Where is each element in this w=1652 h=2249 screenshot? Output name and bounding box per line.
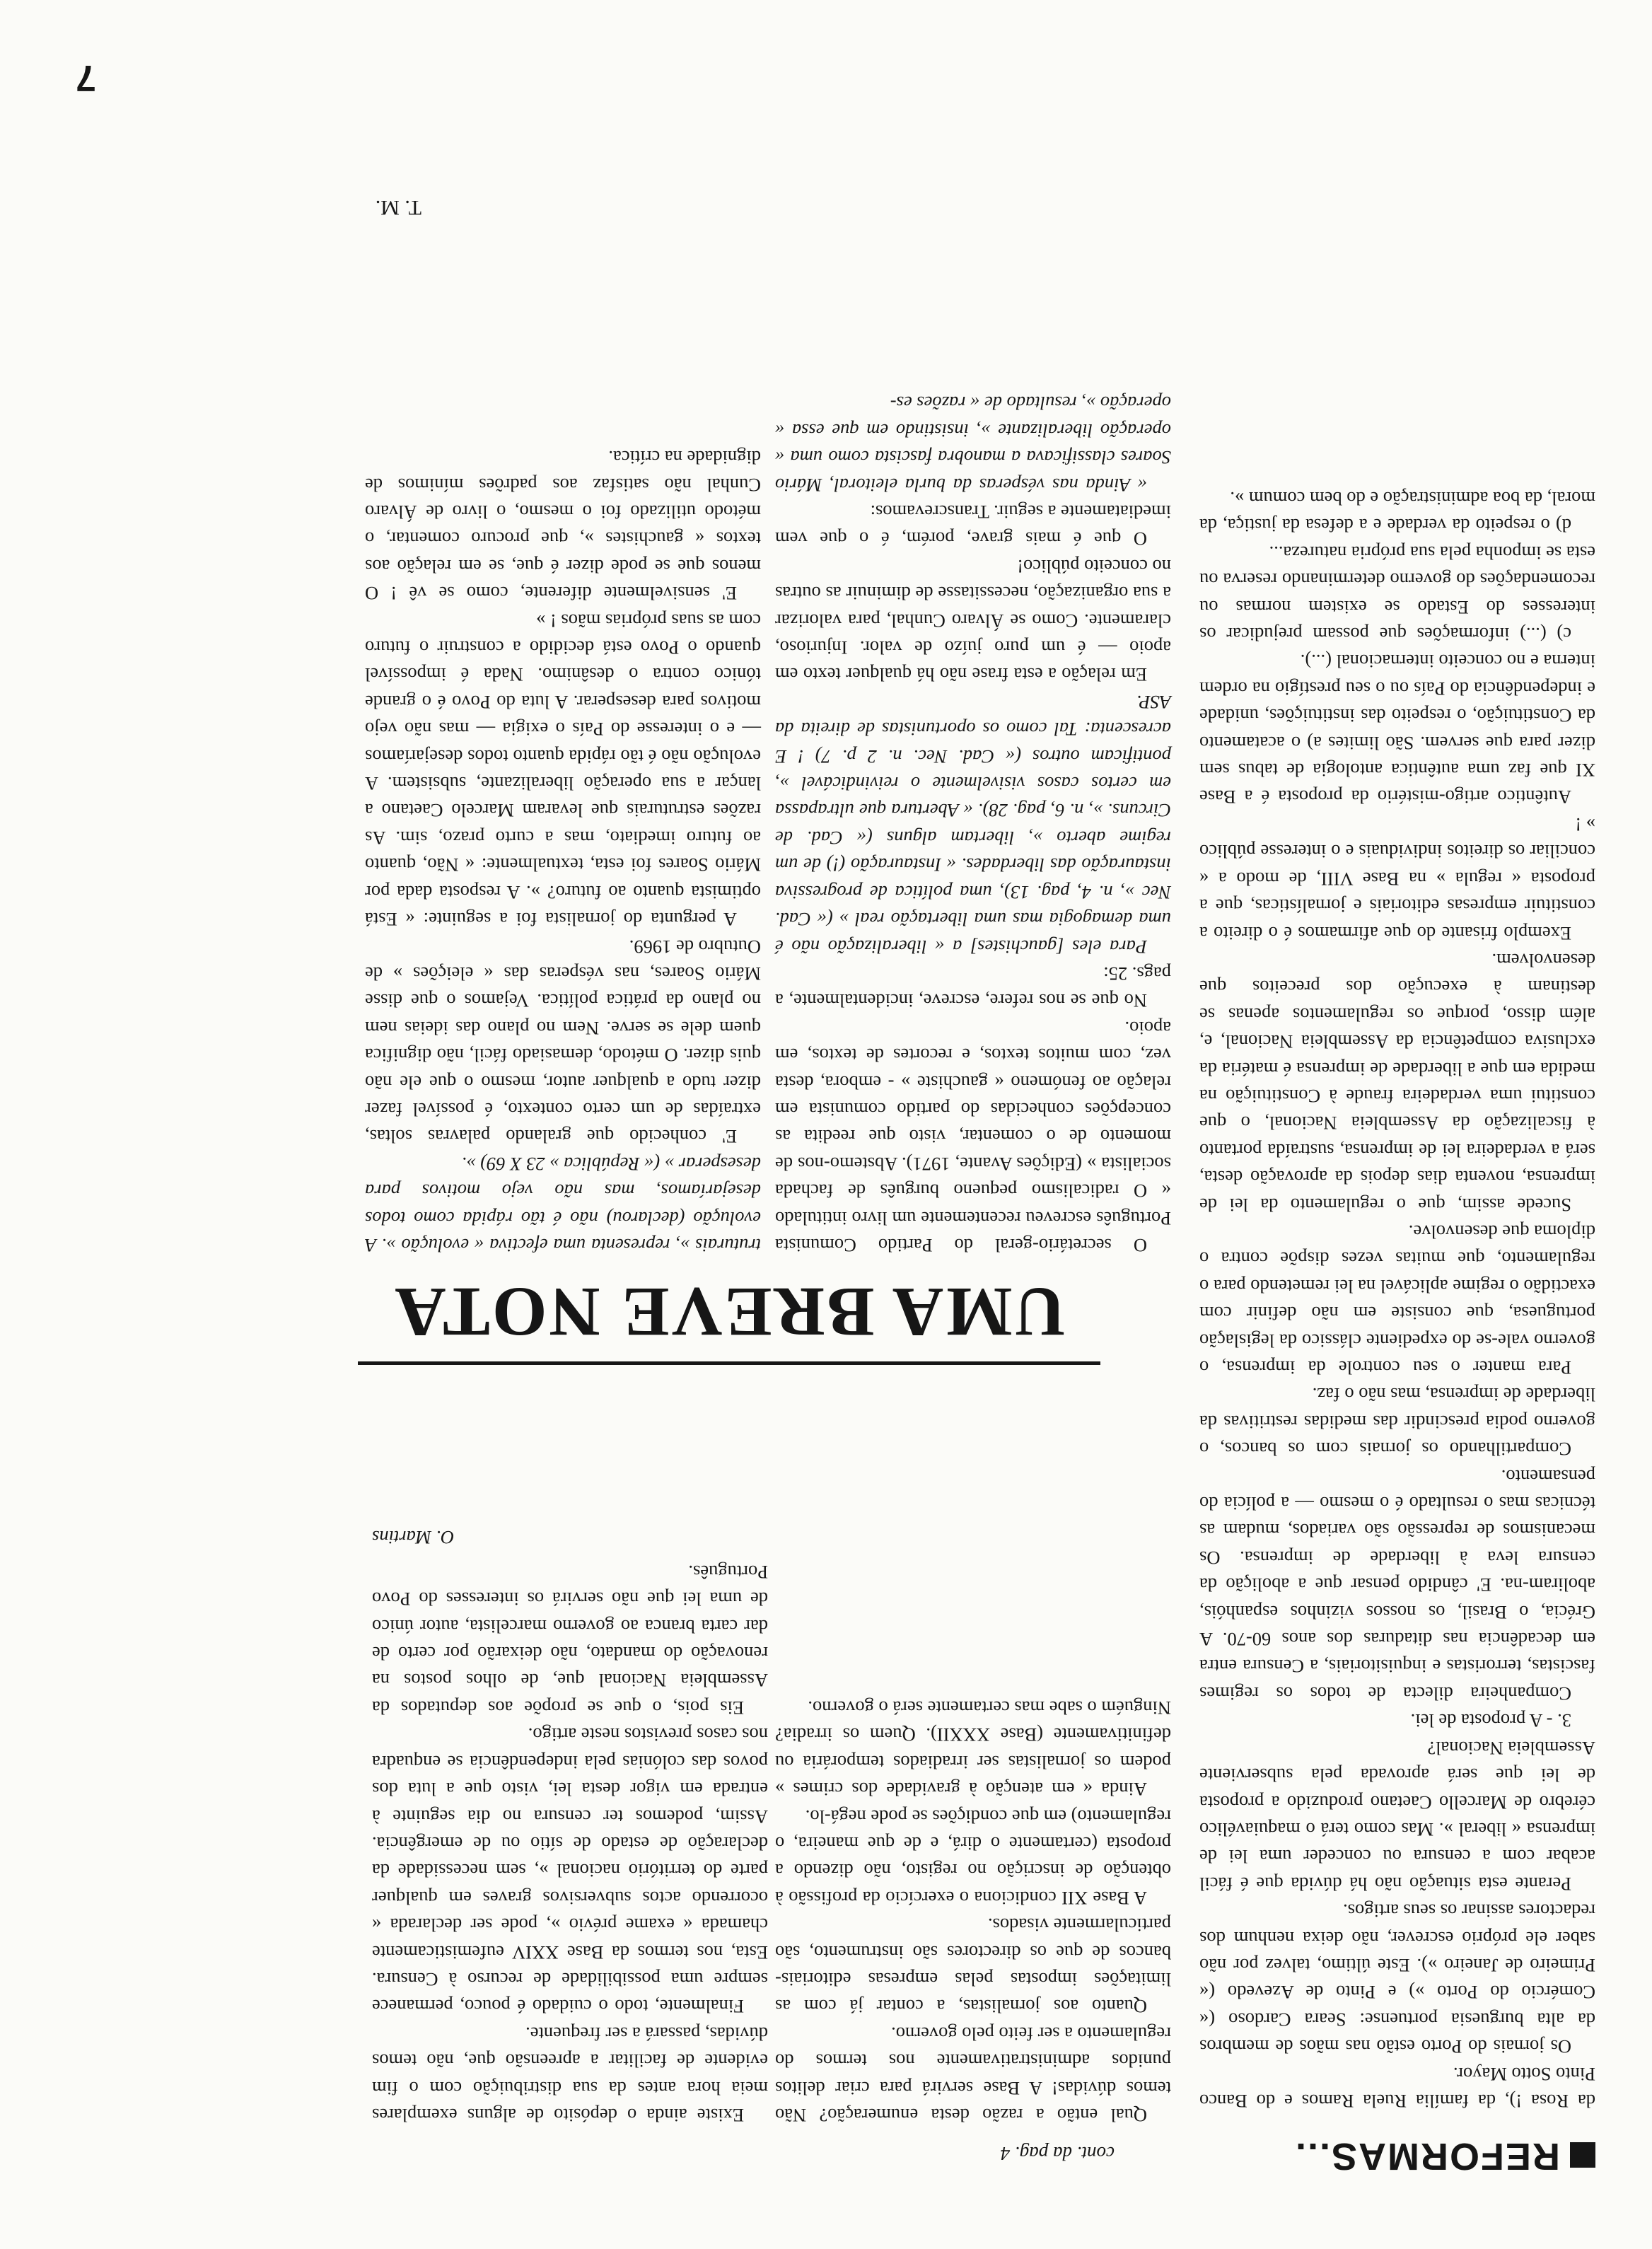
paragraph: da Rosa !), da família Ruela Ramos e do Banco Pinto Sotto Mayor. [1199, 2063, 1595, 2112]
signature-o-martins: O. Martins [372, 1527, 455, 1549]
reformas-column-1 [1199, 485, 1595, 2115]
paragraph: Compartilhando os jornais com os bancos, o governo podia prescindir das medidas restritivas da liberdade de imprensa, mas não o faz. [1199, 1384, 1595, 1460]
banner-title: REFORMAS... [1293, 2135, 1560, 2178]
quotation: Para eles [gauchistes] a « liberalização não é uma demagogia mas uma libertação real » (« Cad. Nec », n. 4, pag. 13), uma política de progressiva instauração das liberdades. « Instauração (!) de um regime aberto », libertam alguns (« Cad. de Circuns. », n. 6, pag. 28). « Abertura que ultrapassa em certos casos visivelmente o reivindicável », pontificam outros (« Cad. Nec. n. 2 p. 7) ! E acrescenta: Tal como os oportunistas de direita da ASP. [775, 691, 1171, 958]
nota-column-2 [365, 444, 761, 1259]
reformas-column-2 [775, 1695, 1171, 2129]
section-heading: 3. - A proposta de lei. [1410, 1710, 1571, 1732]
paragraph: Exemplo frisante do que afirmamos é o direito a constituir empresas editoriais e jornalísticas, que a proposta « regula » na Base VIII, de modo a « conciliar os direitos individuais e o interesse público » ! [1199, 813, 1595, 944]
paragraph: Autêntico artigo-mistério da proposta é a Base XI que faz uma autêntica antologia de tabus sem dizer para que servem. São limites a) o acatamento da Constituição, o respeito das instituições, unidade e independência do País ou o seu prestígio na ordem interna e no conceito internacional (...). [1199, 651, 1595, 808]
paragraph: Em relação a esta frase não há qualquer texto em apoio — é um puro juízo de valor. Injurioso, claramente. Como se Álvaro Cunhal, para valorizar a sua organização, necessitasse de diminuir as outras no conceito público! [775, 555, 1171, 686]
headline-rule [358, 1361, 1100, 1365]
paragraph: Perante esta situação não há dúvida que é fácil acabar com a censura ou conceder uma lei de imprensa « liberal ». Mas como terá o maquiavélico cérebro de Marcello Caetano produzido a proposta de lei que será aprovada pela subserviente Assembleia Nacional? [1199, 1737, 1595, 1895]
paragraph: Ainda « em atenção à gravidade dos crimes » podem os jornalistas ser irradiados temporária ou definitivamente (Base XXXII). Quem os irradia? Ninguém o sabe mas certamente será o governo. [775, 1697, 1171, 1801]
paragraph: Eis pois, o que se propõe aos deputados da Assembleia Nacional que, de olhos postos na renovação do mandato, não deixarão por certo de dar carta branca ao governo marcelista, autor único de uma lei que não servirá os interesses do Povo Português. [372, 1561, 768, 1719]
paragraph: Existe ainda o depósito de alguns exemplares meia hora antes da sua distribuição com o fim evidente de facilitar a apreensão que, não temos dúvidas, passará a ser frequente. [372, 2023, 768, 2126]
paragraph: Qual então a razão desta enumeração? Não temos dúvidas! A Base servirá para criar delitos punidos administrativamente nos termos do regulamento a ser feito pelo governo. [775, 2023, 1171, 2126]
paragraph: d) o respeito da verdade e a defesa da justiça, da moral, da boa administração e do bem comum ». [1199, 488, 1595, 537]
paragraph: E' conhecido que gralando palavras soltas, extraídas de um certo contexto, é possível fazer dizer tudo a qualquer autor, mesmo o que ele não quis dizer. O método, demasiado fácil, não dignifica quem dele se serve. Nem no plano das ideias nem no plano da prática política. Vejamos o que disse Mário Soares, nas vésperas das « eleições » de Outubro de 1969. [365, 936, 761, 1148]
paragraph: Finalmente, todo o cuidado é pouco, permanece sempre uma possibilidade de recurso à Censura. Esta, nos termos da Base XXIV eufemisticamente chamada « exame prévio », pode ser declarada « ocorrendo actos subversivos graves em qualquer parte do território nacional », sem necessidade da declaração de estado de sítio ou de emergência. Assim, podemos ter censura no dia seguinte à entrada em vigor desta lei, visto que a luta dos povos das colónias pela independência se enquadra nos casos previstos neste artigo. [372, 1724, 768, 2018]
quotation: « Ainda nas vésperas da burla eleitoral, Mário Soares classificava a manobra fascista como uma « operação liberalizante », insistindo em que essa « operação », resultado de « razões es- [775, 393, 1171, 496]
quotation: truturais », representa uma efectiva « evolução ». A evolução (declarou) não é tão rápida como todos desejaríamos, mas não vejo motivos para desesperar » (« República » 23 X 69) ». [365, 1153, 761, 1256]
continuation-note: cont. da pag. 4 [1000, 2143, 1115, 2164]
paragraph: c) (...) informações que possam prejudicar os interesses do Estado se existem normas ou recomendações do governo determinando reserva ou esta se imponha pela sua própria natureza... [1199, 542, 1595, 646]
signature-tm: T. M. [375, 196, 421, 219]
square-bullet-icon [1570, 2142, 1595, 2168]
paragraph: Sucede assim, que o regulamento da lei de imprensa, noventa dias depois da aprovação desta, será a verdadeira lei de imprensa, sustraída portanto à fiscalização da Assembleia Nacional, o que constitui uma verdadeira fraude à Constituição na medida em que a liberdade de imprensa é matéria da exclusiva competência da Assembleia Nacional, e, além disso, porque os regulamentos apenas se destinam à execução dos preceitos que desenvolvem. [1199, 949, 1595, 1216]
paragraph: Para manter o seu controle da imprensa, o governo vale-se do expediente clássico da legislação portuguesa, que consiste em não definir com exactidão o regime aplicável na lei remetendo para o regulamento, que muitas vezes dispõe contra o diploma que desenvolve. [1199, 1221, 1595, 1379]
paragraph: O secretário-geral do Partido Comunista Português escreveu recentemente um livro intitulado « O radicalismo pequeno burguês de fachada socialista » (Edições Avante, 1971). Abstemo-nos de momento de o comentar, visto que reedita as concepções conhecidas do partido comunista em relação ao fenómeno « gauchiste » - embora, desta vez, com muitos textos, e recortes de textos, em apoio. [775, 1017, 1171, 1256]
paragraph: O que é mais grave, porém, é o que vem imediatamente a seguir. Transcrevamos: [775, 501, 1171, 550]
page-number: 7 [76, 57, 96, 98]
section-banner [747, 2129, 1595, 2178]
paragraph: A pergunta do jornalista foi a seguinte: « Está optimista quanto ao futuro? ». A resposta dada por Mário Soares foi esta, textualmente: « Não, quanto ao futuro imediato, mas a curto prazo, sim. As razões estruturais que levaram Marcelo Caetano a lançar a sua operação liberalizante, subsistem. A evolução não é tão rápida quanto todos desejaríamos — e o interesse do País o exigia — mas não vejo motivos para desesperar. A luta do Povo é o grande tónico contra o desânimo. Nada é impossível quando o Povo está decidido a construir o futuro com as suas próprias mãos ! » [365, 610, 761, 931]
nota-column-1 [775, 390, 1171, 1259]
paragraph: A Base XII condiciona o exercício da profissão à obtenção de inscrição no registo, não dizendo a proposta (certamente o dirá, e de que maneira, o regulamento) em que condições se pode negá-lo. [775, 1806, 1171, 1909]
paragraph: Quanto aos jornalistas, a contar já com as limitações impostas pelas empresas editoriais-bancos de que os directores são instrumento, são particularmente visados. [775, 1914, 1171, 2018]
paragraph: No que se nos refere, escreve, incidentalmente, a pags. 25: [775, 963, 1171, 1012]
paragraph: Companheira dilecta de todos os regimes fascistas, terroristas e inquisitoriais, a Censura entra em decadência nas ditaduras dos anos 60-70. A Grécia, o Brasil, os nossos vizinhos espanhóis, aboliram-na. E' cândido pensar que a abolição da censura leva à liberdade de imprensa. Os mecanismos de repressão são variados, mudam as técnicas mas o resultado é o mesmo — a polícia do pensamento. [1199, 1465, 1595, 1704]
article-headline: UMA BREVE NOTA [392, 1273, 1066, 1352]
paragraph: E' sensivelmente diferente, como se vê ! O menos que se pode dizer é que, se em relação aos textos « gauchistes », que procuro comentar, o método utilizado foi o mesmo, o livro de Álvaro Cunhal não satisfaz aos padrões mínimos de dignidade na crítica. [365, 447, 761, 605]
paragraph: Os jornais do Porto estão nas mãos de membros da alta burguesia portuense: Seara Cardoso (« Comércio do Porto ») e Pinto de Azevedo (« Primeiro de Janeiro »). Este último, talvez por não saber ele próprio escrever, não deixa nenhum dos redactores assinar os seus artigos. [1199, 1900, 1595, 2058]
reformas-column-3 [372, 1524, 768, 2129]
